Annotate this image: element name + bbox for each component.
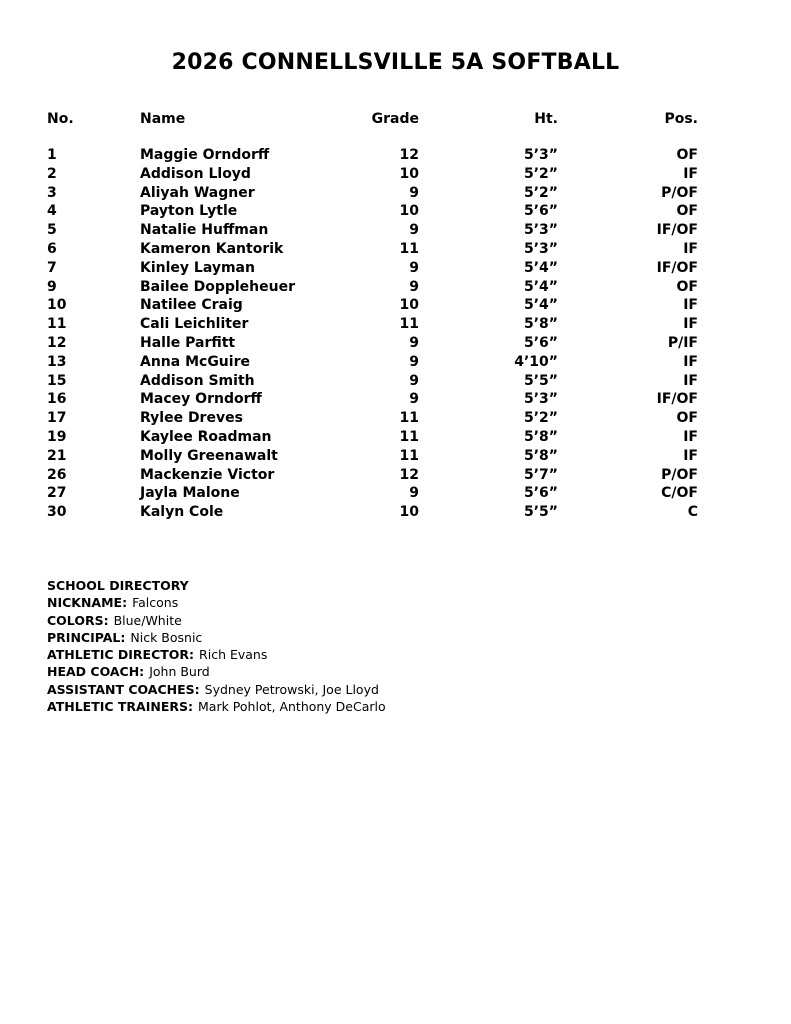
player-number: 12 [47,334,67,351]
player-name: Addison Lloyd [140,165,251,182]
directory-value: Nick Bosnic [130,629,203,645]
player-position: IF [683,240,698,257]
player-grade: 9 [409,259,419,276]
player-number: 13 [47,353,67,370]
player-height: 5’4” [523,278,558,295]
player-grade: 11 [399,447,419,464]
player-number: 5 [47,222,57,239]
player-grade: 9 [409,184,419,201]
player-grade: 9 [409,278,419,295]
directory-label: NICKNAME: [47,595,128,611]
player-name: Kalyn Cole [140,504,224,521]
school-directory [47,577,386,715]
player-name: Maggie Orndorff [140,147,270,163]
player-height: 5’8” [523,316,558,333]
table-row [0,240,791,259]
player-height: 5’2” [523,184,558,201]
directory-label: HEAD COACH: [47,664,145,680]
directory-label: ATHLETIC DIRECTOR: [47,647,195,663]
table-row [0,165,791,184]
player-grade: 10 [399,203,419,220]
player-name: Molly Greenawalt [140,447,278,464]
player-position: OF [676,410,698,427]
player-name: Bailee Doppleheuer [140,278,295,295]
player-height: 5’7” [523,466,558,483]
player-height: 5’4” [523,259,558,276]
player-name: Kameron Kantorik [140,240,284,257]
roster-rows [0,146,791,522]
player-height: 5’3” [523,222,558,239]
directory-entry [47,646,386,663]
player-grade: 10 [399,165,419,182]
player-grade: 9 [409,372,419,389]
player-name: Kinley Layman [140,259,255,276]
table-row [0,278,791,297]
player-grade: 11 [399,316,419,333]
player-name: Payton Lytle [140,203,238,220]
player-height: 5’6” [523,485,558,502]
player-height: 5’4” [523,297,558,314]
player-number: 19 [47,428,67,445]
player-grade: 9 [409,485,419,502]
player-name: Halle Parfitt [140,334,236,351]
player-grade: 9 [409,222,419,239]
player-height: 5’6” [523,334,558,351]
player-position: C [687,504,698,521]
player-grade: 10 [399,297,419,314]
header-grade: Grade [371,111,419,127]
table-row [0,390,791,409]
player-grade: 12 [399,466,419,483]
player-grade: 10 [399,504,419,521]
directory-value: John Burd [149,664,210,680]
player-position: IF [683,297,698,314]
player-number: 6 [47,240,57,257]
player-number: 1 [47,147,57,163]
table-row [0,184,791,203]
player-position: P/OF [661,184,698,201]
directory-entry [47,681,386,698]
player-name: Mackenzie Victor [140,466,275,483]
player-number: 16 [47,391,67,408]
table-row [0,428,791,447]
player-position: IF/OF [656,222,698,239]
table-row [0,202,791,221]
directory-entry [47,629,386,646]
roster-header-row [0,109,791,129]
table-row [0,447,791,466]
table-row [0,221,791,240]
player-name: Cali Leichliter [140,316,249,333]
player-grade: 11 [399,428,419,445]
header-name: Name [140,111,186,127]
header-position: Pos. [664,111,698,127]
directory-label: ATHLETIC TRAINERS: [47,699,194,715]
player-name: Natalie Huffman [140,222,269,239]
directory-value: Mark Pohlot, Anthony DeCarlo [198,699,386,715]
player-grade: 12 [399,147,419,163]
player-position: IF [683,372,698,389]
player-position: IF/OF [656,259,698,276]
player-grade: 11 [399,240,419,257]
player-height: 5’6” [523,203,558,220]
player-grade: 9 [409,391,419,408]
player-position: IF [683,165,698,182]
player-number: 17 [47,410,67,427]
directory-value: Falcons [132,595,179,611]
table-row [0,503,791,522]
directory-label: ASSISTANT COACHES: [47,681,200,697]
player-height: 5’2” [523,410,558,427]
table-row [0,484,791,503]
player-number: 26 [47,466,67,483]
player-number: 27 [47,485,67,502]
player-name: Aliyah Wagner [140,184,255,201]
table-row [0,315,791,334]
directory-entries [47,594,386,715]
header-no: No. [47,111,74,127]
player-position: IF [683,428,698,445]
player-name: Jayla Malone [140,485,240,502]
table-row [0,353,791,372]
player-position: P/IF [667,334,698,351]
player-name: Kaylee Roadman [140,428,272,445]
directory-value: Rich Evans [199,647,268,663]
table-row [0,259,791,278]
player-name: Anna McGuire [140,353,250,370]
player-height: 5’5” [523,504,558,521]
player-height: 5’3” [523,240,558,257]
player-height: 5’8” [523,428,558,445]
header-height: Ht. [534,111,558,127]
directory-entry [47,698,386,715]
player-name: Macey Orndorff [140,391,262,408]
player-grade: 11 [399,410,419,427]
directory-value: Sydney Petrowski, Joe Lloyd [204,681,379,697]
player-height: 4’10” [514,353,558,370]
table-row [0,296,791,315]
player-number: 11 [47,316,67,333]
player-height: 5’8” [523,447,558,464]
player-position: IF [683,447,698,464]
roster-table [0,109,791,522]
directory-entry [47,663,386,680]
table-row [0,409,791,428]
player-number: 9 [47,278,57,295]
player-number: 10 [47,297,67,314]
player-number: 15 [47,372,67,389]
player-position: IF/OF [656,391,698,408]
directory-heading: SCHOOL DIRECTORY [47,578,189,593]
player-number: 30 [47,504,67,521]
player-position: OF [676,147,698,163]
directory-entry [47,594,386,611]
player-position: P/OF [661,466,698,483]
table-row [0,372,791,391]
player-number: 2 [47,165,57,182]
table-row [0,334,791,353]
table-row [0,146,791,165]
player-name: Natilee Craig [140,297,243,314]
directory-label: PRINCIPAL: [47,629,126,645]
player-number: 3 [47,184,57,201]
player-height: 5’3” [523,391,558,408]
player-height: 5’2” [523,165,558,182]
player-position: OF [676,278,698,295]
page-title: 2026 CONNELLSVILLE 5A SOFTBALL [171,50,620,75]
player-height: 5’3” [523,147,558,163]
directory-entry [47,612,386,629]
player-number: 21 [47,447,67,464]
player-position: OF [676,203,698,220]
player-number: 4 [47,203,57,220]
directory-value: Blue/White [113,612,182,628]
player-name: Rylee Dreves [140,410,243,427]
directory-label: COLORS: [47,612,109,628]
player-height: 5’5” [523,372,558,389]
player-position: IF [683,316,698,333]
table-row [0,466,791,485]
player-grade: 9 [409,334,419,351]
player-grade: 9 [409,353,419,370]
player-name: Addison Smith [140,372,255,389]
player-number: 7 [47,259,57,276]
player-position: C/OF [661,485,698,502]
player-position: IF [683,353,698,370]
